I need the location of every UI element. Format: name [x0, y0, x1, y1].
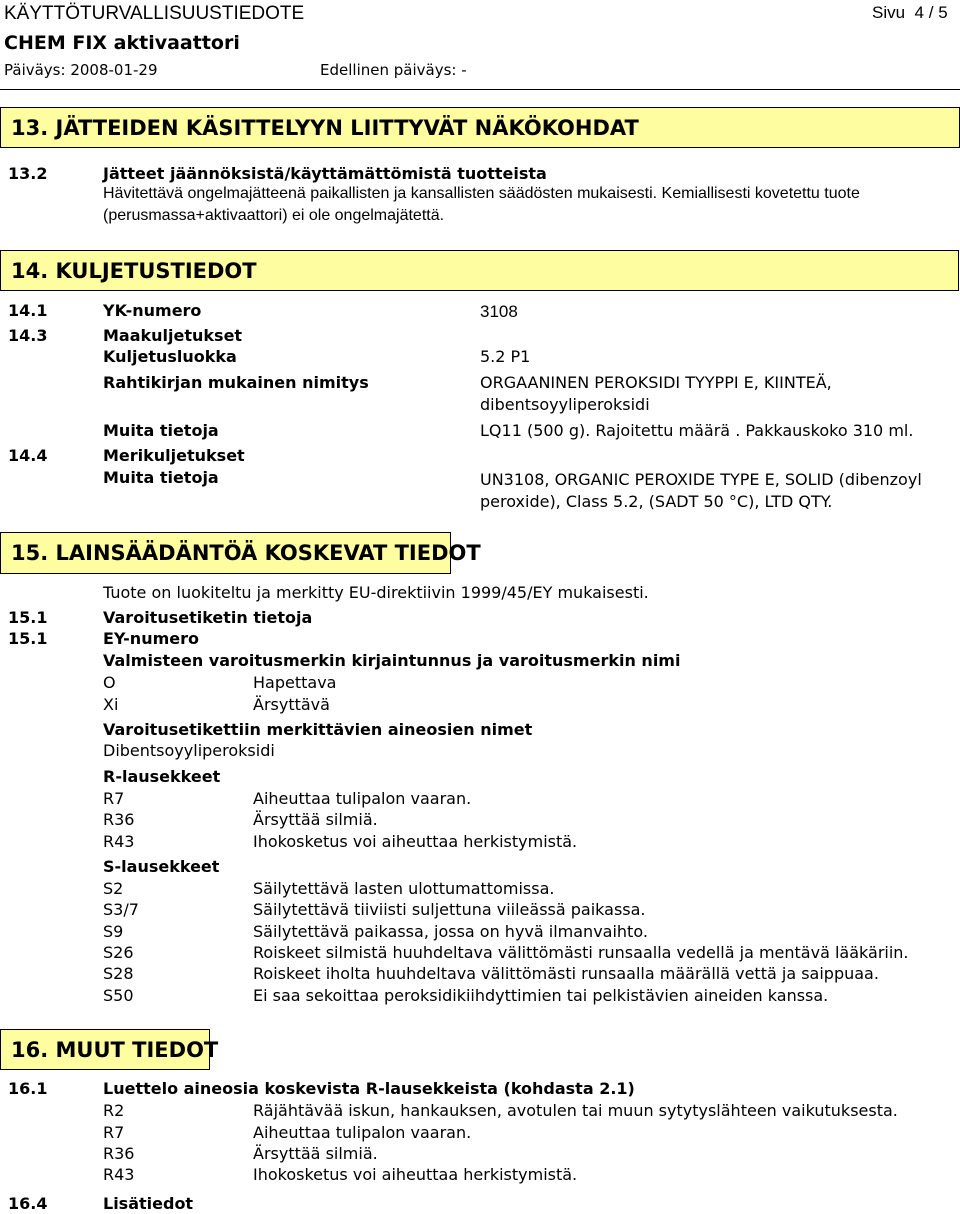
- shipping-name-value-1: ORGAANINEN PEROKSIDI TYYPPI E, KIINTEÄ,: [480, 373, 832, 392]
- section-15-header: [0, 532, 481, 574]
- un-number-number: 14.1: [8, 301, 48, 320]
- r-phrase-text: Ärsyttää silmiä.: [253, 1144, 378, 1163]
- r-phrase-text: Ärsyttää silmiä.: [253, 810, 378, 829]
- un-number-label: YK-numero: [103, 301, 202, 320]
- s-phrase-code: S9: [103, 922, 124, 941]
- hazard-symbol-name: Ärsyttävä: [253, 695, 330, 714]
- land-other-info-value: LQ11 (500 g). Rajoitettu määrä . Pakkauskoko 310 ml.: [480, 421, 914, 440]
- previous-date: Edellinen päiväys: -: [320, 61, 467, 79]
- land-other-info-label: Muita tietoja: [103, 421, 219, 440]
- r-phrase-code: R2: [103, 1101, 125, 1120]
- subsection-13-2-number: 13.2: [8, 164, 48, 183]
- sea-other-info-label: Muita tietoja: [103, 468, 219, 487]
- r-phrase-list-title: Luettelo aineosia koskevista R-lausekkeista (kohdasta 2.1): [103, 1079, 635, 1098]
- s-phrase-text: Roiskeet iholta huuhdeltava välittömästi runsaalla määrällä vettä ja saippuaa.: [253, 964, 879, 983]
- section-15-title: 15. LAINSÄÄDÄNTÖÄ KOSKEVAT TIEDOT: [11, 541, 481, 565]
- section-16-header: [0, 1029, 219, 1070]
- r-phrase-code: R7: [103, 1123, 125, 1142]
- section-13-title: 13. JÄTTEIDEN KÄSITTELYYN LIITTYVÄT NÄKÖKOHDAT: [11, 116, 639, 140]
- shipping-name-label: Rahtikirjan mukainen nimitys: [103, 373, 369, 392]
- subsection-13-2-title: Jätteet jäännöksistä/käyttämättömistä tuotteista: [103, 164, 547, 183]
- s-phrases-title: S-lausekkeet: [103, 857, 220, 876]
- page-total: 5: [938, 3, 948, 22]
- page-separator: /: [928, 3, 934, 22]
- r-phrase-text: Ihokosketus voi aiheuttaa herkistymistä.: [253, 1165, 578, 1184]
- sea-other-info-value-2: peroxide), Class 5.2, (SADT 50 °C), LTD QTY.: [480, 492, 833, 511]
- waste-text-line-1: Hävitettävä ongelmajätteenä paikallisten ja kansallisten säädösten mukaisesti. Kemiallisesti kovetettu tuote: [103, 185, 860, 202]
- r-phrase-text: Aiheuttaa tulipalon vaaran.: [253, 789, 472, 808]
- r-phrase-text: Ihokosketus voi aiheuttaa herkistymistä.: [253, 832, 578, 851]
- s-phrase-code: S26: [103, 943, 134, 962]
- s-phrase-text: Säilytettävä lasten ulottumattomissa.: [253, 879, 555, 898]
- s-phrase-text: Säilytettävä paikassa, jossa on hyvä ilmanvaihto.: [253, 922, 648, 941]
- section-16-title: 16. MUUT TIEDOT: [11, 1038, 219, 1062]
- transport-class-value: 5.2 P1: [480, 347, 531, 366]
- sea-other-info-value-1: UN3108, ORGANIC PEROXIDE TYPE E, SOLID (dibenzoyl: [480, 470, 922, 489]
- r-phrase-code: R36: [103, 810, 135, 829]
- hazard-symbol-code: Xi: [103, 695, 119, 714]
- r-phrase-list-number: 16.1: [8, 1079, 48, 1098]
- s-phrase-code: S2: [103, 879, 124, 898]
- r-phrase-text: Aiheuttaa tulipalon vaaran.: [253, 1123, 472, 1142]
- s-phrase-text: Säilytettävä tiiviisti suljettuna viileässä paikassa.: [253, 900, 646, 919]
- shipping-name-value-2: dibentsoyyliperoksidi: [480, 395, 650, 414]
- waste-text-line-2: (perusmassa+aktivaattori) ei ole ongelmajätettä.: [103, 207, 445, 224]
- un-number-value: 3108: [480, 302, 518, 321]
- r-phrase-code: R7: [103, 789, 125, 808]
- page-number: [872, 4, 948, 21]
- document-type: KÄYTTÖTURVALLISUUSTIEDOTE: [4, 3, 305, 24]
- r-phrases-title: R-lausekkeet: [103, 767, 221, 786]
- s-phrase-code: S3/7: [103, 900, 139, 919]
- additional-info-title: Lisätiedot: [103, 1194, 194, 1213]
- r-phrase-code: R43: [103, 1165, 135, 1184]
- hazard-symbol-code: O: [103, 673, 116, 692]
- transport-class-label: Kuljetusluokka: [103, 347, 237, 366]
- sea-transport-number: 14.4: [8, 446, 48, 465]
- s-phrase-code: S28: [103, 964, 134, 983]
- s-phrase-text: Roiskeet silmistä huuhdeltava välittömästi runsaalla vedellä ja mentävä lääkäriin.: [253, 943, 909, 962]
- land-transport-label: Maakuljetukset: [103, 326, 243, 345]
- land-transport-number: 14.3: [8, 326, 48, 345]
- components-title: Varoitusetikettiin merkittävien aineosien nimet: [103, 720, 533, 739]
- section-13-header: [0, 107, 960, 148]
- page-current: 4: [914, 3, 924, 22]
- page-label: Sivu: [872, 3, 906, 22]
- label-info-number: 15.1: [8, 608, 48, 627]
- classification-intro: Tuote on luokiteltu ja merkitty EU-direktiivin 1999/45/EY mukaisesti.: [103, 583, 649, 602]
- s-phrase-text: Ei saa sekoittaa peroksidikiihdyttimien tai pelkistävien aineiden kanssa.: [253, 986, 829, 1005]
- sea-transport-label: Merikuljetukset: [103, 446, 245, 465]
- r-phrase-code: R36: [103, 1144, 135, 1163]
- ec-number-title: EY-numero: [103, 629, 199, 648]
- label-info-title: Varoitusetiketin tietoja: [103, 608, 313, 627]
- section-14-title: 14. KULJETUSTIEDOT: [11, 259, 257, 283]
- hazard-symbols-title: Valmisteen varoitusmerkin kirjaintunnus ja varoitusmerkin nimi: [103, 651, 681, 670]
- s-phrase-code: S50: [103, 986, 134, 1005]
- section-14-header: [0, 250, 959, 291]
- product-name: CHEM FIX aktivaattori: [4, 32, 240, 54]
- document-date: Päiväys: 2008-01-29: [4, 61, 158, 79]
- r-phrase-code: R43: [103, 832, 135, 851]
- r-phrase-text: Räjähtävää iskun, hankauksen, avotulen tai muun sytytyslähteen vaikutuksesta.: [253, 1101, 898, 1120]
- component-name: Dibentsoyyliperoksidi: [103, 741, 275, 760]
- header-rule: [0, 89, 960, 90]
- ec-number-number: 15.1: [8, 629, 48, 648]
- hazard-symbol-name: Hapettava: [253, 673, 337, 692]
- additional-info-number: 16.4: [8, 1194, 48, 1213]
